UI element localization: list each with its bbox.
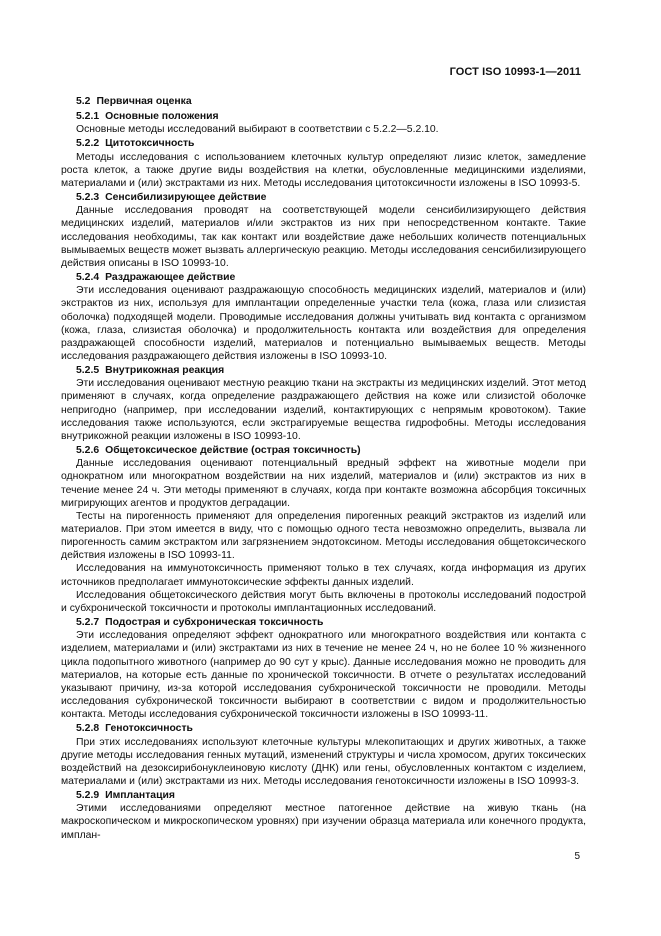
heading-number: 5.2.9 [76,790,100,802]
heading-title: Подострая и субхроническая токсичность [105,617,324,629]
subsection-heading [61,137,586,150]
heading-title: Внутрикожная реакция [105,365,225,377]
heading-title: Первичная оценка [96,96,192,107]
paragraph: Исследования на иммунотоксичность применяют только в тех случаях, когда информация из других источников предполагает иммунотоксические эффекты данных изделий. [61,563,586,588]
heading-title: Цитотоксичность [105,138,195,150]
heading-title: Генотоксичность [105,723,193,735]
heading-title: Раздражающее действие [105,272,236,284]
subsection-heading [61,271,586,284]
paragraph: Эти исследования оценивают местную реакцию ткани на экстракты из медицинских изделий. Этот метод применяют в случаях, когда определение раздражающего действия на коже или слизистой оболочке непригодно (например, при исследовании изделий, контактирующих с непрямым кровотоком). Такие исследования также используются, если экстрагируемые вещества гидрофобны. Методы исследования внутрикожной реакции изложены в ISO 10993-10. [61,378,586,442]
heading-number: 5.2.7 [76,617,100,629]
paragraph: Этими исследованиями определяют местное патогенное действие на живую ткань (на макроскопическом и микроскопическом уровнях) при изучении образца материала или конечного продукта, имплан- [61,803,586,841]
heading-title: Имплантация [105,790,175,802]
paragraph: Исследования общетоксического действия могут быть включены в протоколы исследований подострой и субхронической токсичности и протоколы имплантационных исследований. [61,589,586,614]
subsection-heading [61,722,586,735]
heading-number: 5.2.6 [76,445,100,457]
paragraph: При этих исследованиях используют клеточные культуры млекопитающих и других животных, а также другие методы исследования генных мутаций, изменений структуры и числа хромосом, других токсических воздействий на дезоксирибонуклеиновую кислоту (ДНК) или гены, обусловленных контактом с изделием, материалами и (или) экстрактами из них. Методы исследования генотоксичности изложены в ISO 10993-3. [61,736,586,787]
paragraph: Основные методы исследований выбирают в соответствии с 5.2.2—5.2.10. [76,124,439,136]
subsection-heading [61,789,586,802]
heading-number: 5.2.1 [76,111,100,123]
heading-number: 5.2.8 [76,723,100,735]
subsection-heading [61,364,586,377]
subsection-heading [61,110,586,123]
heading-title: Сенсибилизирующее действие [105,192,267,204]
paragraph: Эти исследования определяют эффект однократного или многократного воздействия или контакта с изделием, материалами и (или) экстрактами из них в течение не менее 24 ч, но не более 10 % жизненного цикла подопытного животного (например до 90 сут у крыс). Данные исследования можно не проводить для материалов, на которые есть данные по хронической токсичности. В отчете о результатах исследований указывают причину, из-за которой исследования субхронической токсичности не проводили. Методы исследования субхронической токсичности выбирают в соответствии с видом и продолжительностью контакта. Методы исследования субхронической токсичности изложены в ISO 10993-11. [61,630,586,721]
page-number: 5 [574,851,580,862]
paragraph: Данные исследования проводят на соответствующей модели сенсибилизирующего действия медицинских изделий, материалов и/или экстрактов из них при непосредственном контакте. Такие исследования необходимы, так как контакт или воздействие даже небольших количеств потенциальных вымываемых веществ может вызвать аллергическую реакцию. Методы исследования сенсибилизирующего действия описаны в ISO 10993-10. [61,205,586,269]
paragraph: Тесты на пирогенность применяют для определения пирогенных реакций экстрактов из изделий или материалов. При этом имеется в виду, что с помощью одного теста невозможно определить, вызвала ли пирогенность самим экстрактом или загрязнением эндотоксином. Методы исследования общетоксического действия изложены в ISO 10993-11. [61,510,586,562]
heading-number: 5.2.2 [76,138,100,150]
heading-title: Общетоксическое действие (острая токсичность) [105,445,361,457]
subsection-heading [61,616,586,629]
subsection-heading [61,191,586,204]
document-code-header: ГОСТ ISO 10993-1—2011 [449,66,581,78]
heading-title: Основные положения [105,111,219,123]
paragraph: Эти исследования оценивают раздражающую способность медицинских изделий, материалов и (или) экстрактов из них, используя для имплантации определенные участки тела (кожа, глаза или слизистая оболочка) подходящей модели. Проводимые исследования должны учитывать вид контакта с организмом (кожа, глаза, слизистая оболочка) и продолжительность контакта или воздействия для определения раздражающей способности изделий, материалов и потенциально вымываемых веществ. Методы исследования раздражающего действия изложены в ISO 10993-10. [61,285,586,362]
heading-number: 5.2.3 [76,192,100,204]
paragraph: Методы исследования с использованием клеточных культур определяют лизис клеток, замедление роста клеток, а также другие виды воздействия на клетки, обусловленные медицинскими изделиями, материалами и (или) экстрактами из них. Методы исследования цитотоксичности изложены в ISO 10993-5. [61,151,586,189]
heading-number: 5.2 [76,96,91,107]
subsection-heading [61,444,586,457]
heading-number: 5.2.5 [76,365,100,377]
document-body [61,92,586,842]
paragraph: Данные исследования оценивают потенциальный вредный эффект на животные модели при однократном или многократном воздействии на них изделий, материалов и (или) экстрактов из них в течение менее 24 ч. Эти методы применяют в случаях, когда при контакте возможна абсорбция токсичных мигрирующих агентов и продуктов деградации. [61,458,586,509]
section-heading [61,95,586,108]
heading-number: 5.2.4 [76,272,100,284]
